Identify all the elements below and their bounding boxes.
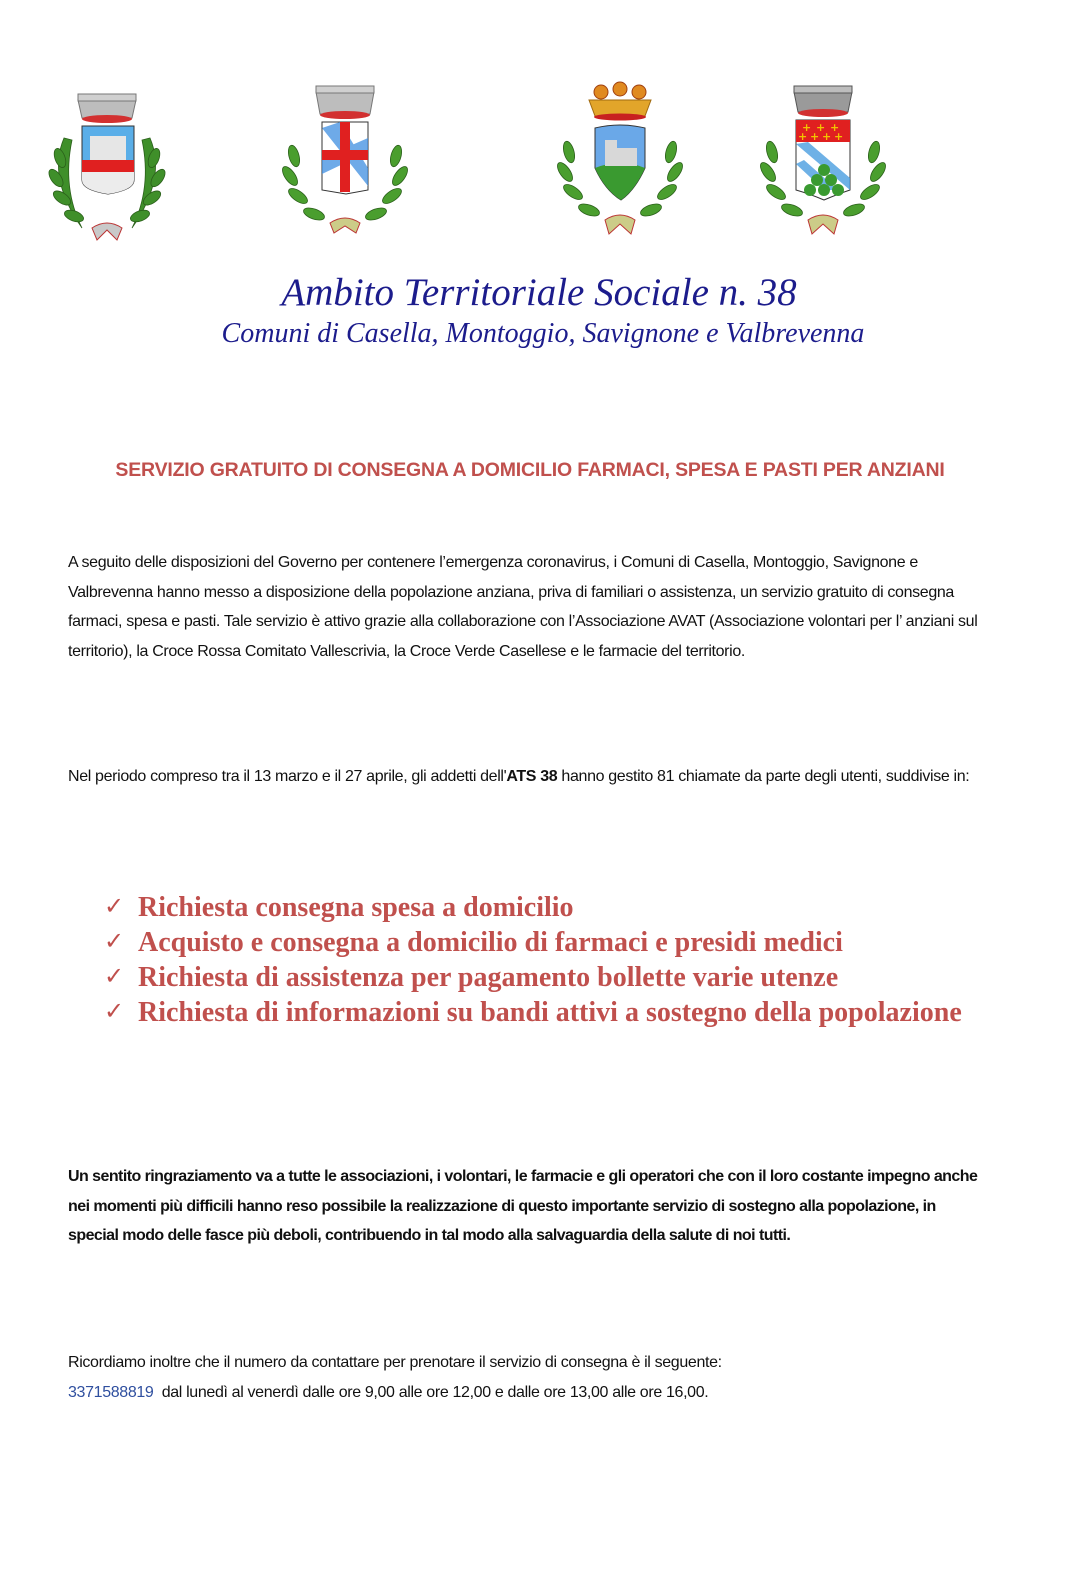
checklist-item	[104, 960, 992, 995]
coat-of-arms-casella-icon	[42, 78, 172, 248]
period-text-after: hanno gestito 81 chiamate da parte degli utenti, suddivise in:	[557, 768, 970, 785]
checkmark-icon: ✓	[104, 999, 125, 1025]
svg-text:+: +	[830, 121, 840, 134]
svg-text:+: +	[802, 121, 812, 134]
intro-paragraph: A seguito delle disposizioni del Governo per contenere l’emergenza coronavirus, i Comuni di Casella, Montoggio, Savignone e Valbrevenna hanno messo a disposizione della popolazione anziana, priva di familiari o assistenza, un servizio gratuito di consegna farmaci, spesa e pasti. Tale servizio è attivo grazie alla collaborazione con l’Associazione AVAT (Associazione volontari per l’ anziani sul territorio), la Croce Rossa Comitato Vallescrivia, la Croce Verde Casellese e le farmacie del territorio.	[68, 554, 978, 660]
svg-text:+: +	[810, 130, 820, 143]
document-title: SERVIZIO GRATUITO DI CONSEGNA A DOMICILIO FARMACI, SPESA E PASTI PER ANZIANI	[115, 459, 945, 481]
period-text-before: Nel periodo compreso tra il 13 marzo e il 27 aprile, gli addetti dell'	[68, 768, 507, 785]
contact-hours: dal lunedì al venerdì dalle ore 9,00 alle ore 12,00 e dalle ore 13,00 alle ore 16,00.	[153, 1383, 709, 1401]
checklist-item-text: Acquisto e consegna a domicilio di farmaci e presidi medici	[138, 927, 843, 958]
crest-savignone	[555, 78, 685, 248]
checklist-item-text: Richiesta di assistenza per pagamento bollette varie utenze	[138, 962, 839, 993]
thanks-paragraph: Un sentito ringraziamento va a tutte le associazioni, i volontari, le farmacie e gli operatori che con il loro costante impegno anche nei momenti più difficili hanno reso possibile la realizzazione di questo importante servizio di sostegno alla popolazione, in special modo delle fasce più deboli, contribuendo in tal modo alla salvaguardia della salute di noi tutti.	[68, 1168, 978, 1244]
crest-montoggio	[280, 78, 410, 248]
checklist-item-text: Richiesta consegna spesa a domicilio	[138, 892, 574, 923]
crest-valbrevenna	[758, 78, 888, 248]
coat-of-arms-valbrevenna-icon	[758, 78, 888, 248]
svg-text:+: +	[816, 121, 826, 134]
checklist-item	[104, 890, 992, 925]
period-paragraph	[68, 762, 988, 792]
header-subtitle: Comuni di Casella, Montoggio, Savignone e Valbrevenna	[221, 318, 865, 349]
checkmark-icon: ✓	[104, 964, 125, 990]
svg-text:+: +	[822, 130, 832, 143]
checkmark-icon: ✓	[104, 929, 125, 955]
header-title: Ambito Territoriale Sociale n. 38	[281, 271, 797, 314]
contact-paragraph	[68, 1348, 988, 1407]
checkmark-icon: ✓	[104, 894, 125, 920]
ats-label: ATS 38	[506, 768, 558, 785]
crest-casella	[42, 78, 172, 248]
checklist-item	[104, 925, 992, 960]
svg-text:+: +	[834, 130, 844, 143]
svg-text:+: +	[798, 130, 808, 143]
checklist-item-text: Richiesta di informazioni su bandi attivi a sostegno della popolazione	[138, 997, 962, 1028]
request-checklist	[104, 890, 992, 1030]
coat-of-arms-savignone-icon	[555, 78, 685, 248]
coat-of-arms-montoggio-icon	[280, 78, 410, 248]
checklist-item	[104, 995, 992, 1030]
phone-number-link[interactable]: 3371588819	[68, 1383, 154, 1401]
contact-intro: Ricordiamo inoltre che il numero da contattare per prenotare il servizio di consegna è il seguente:	[68, 1354, 722, 1371]
